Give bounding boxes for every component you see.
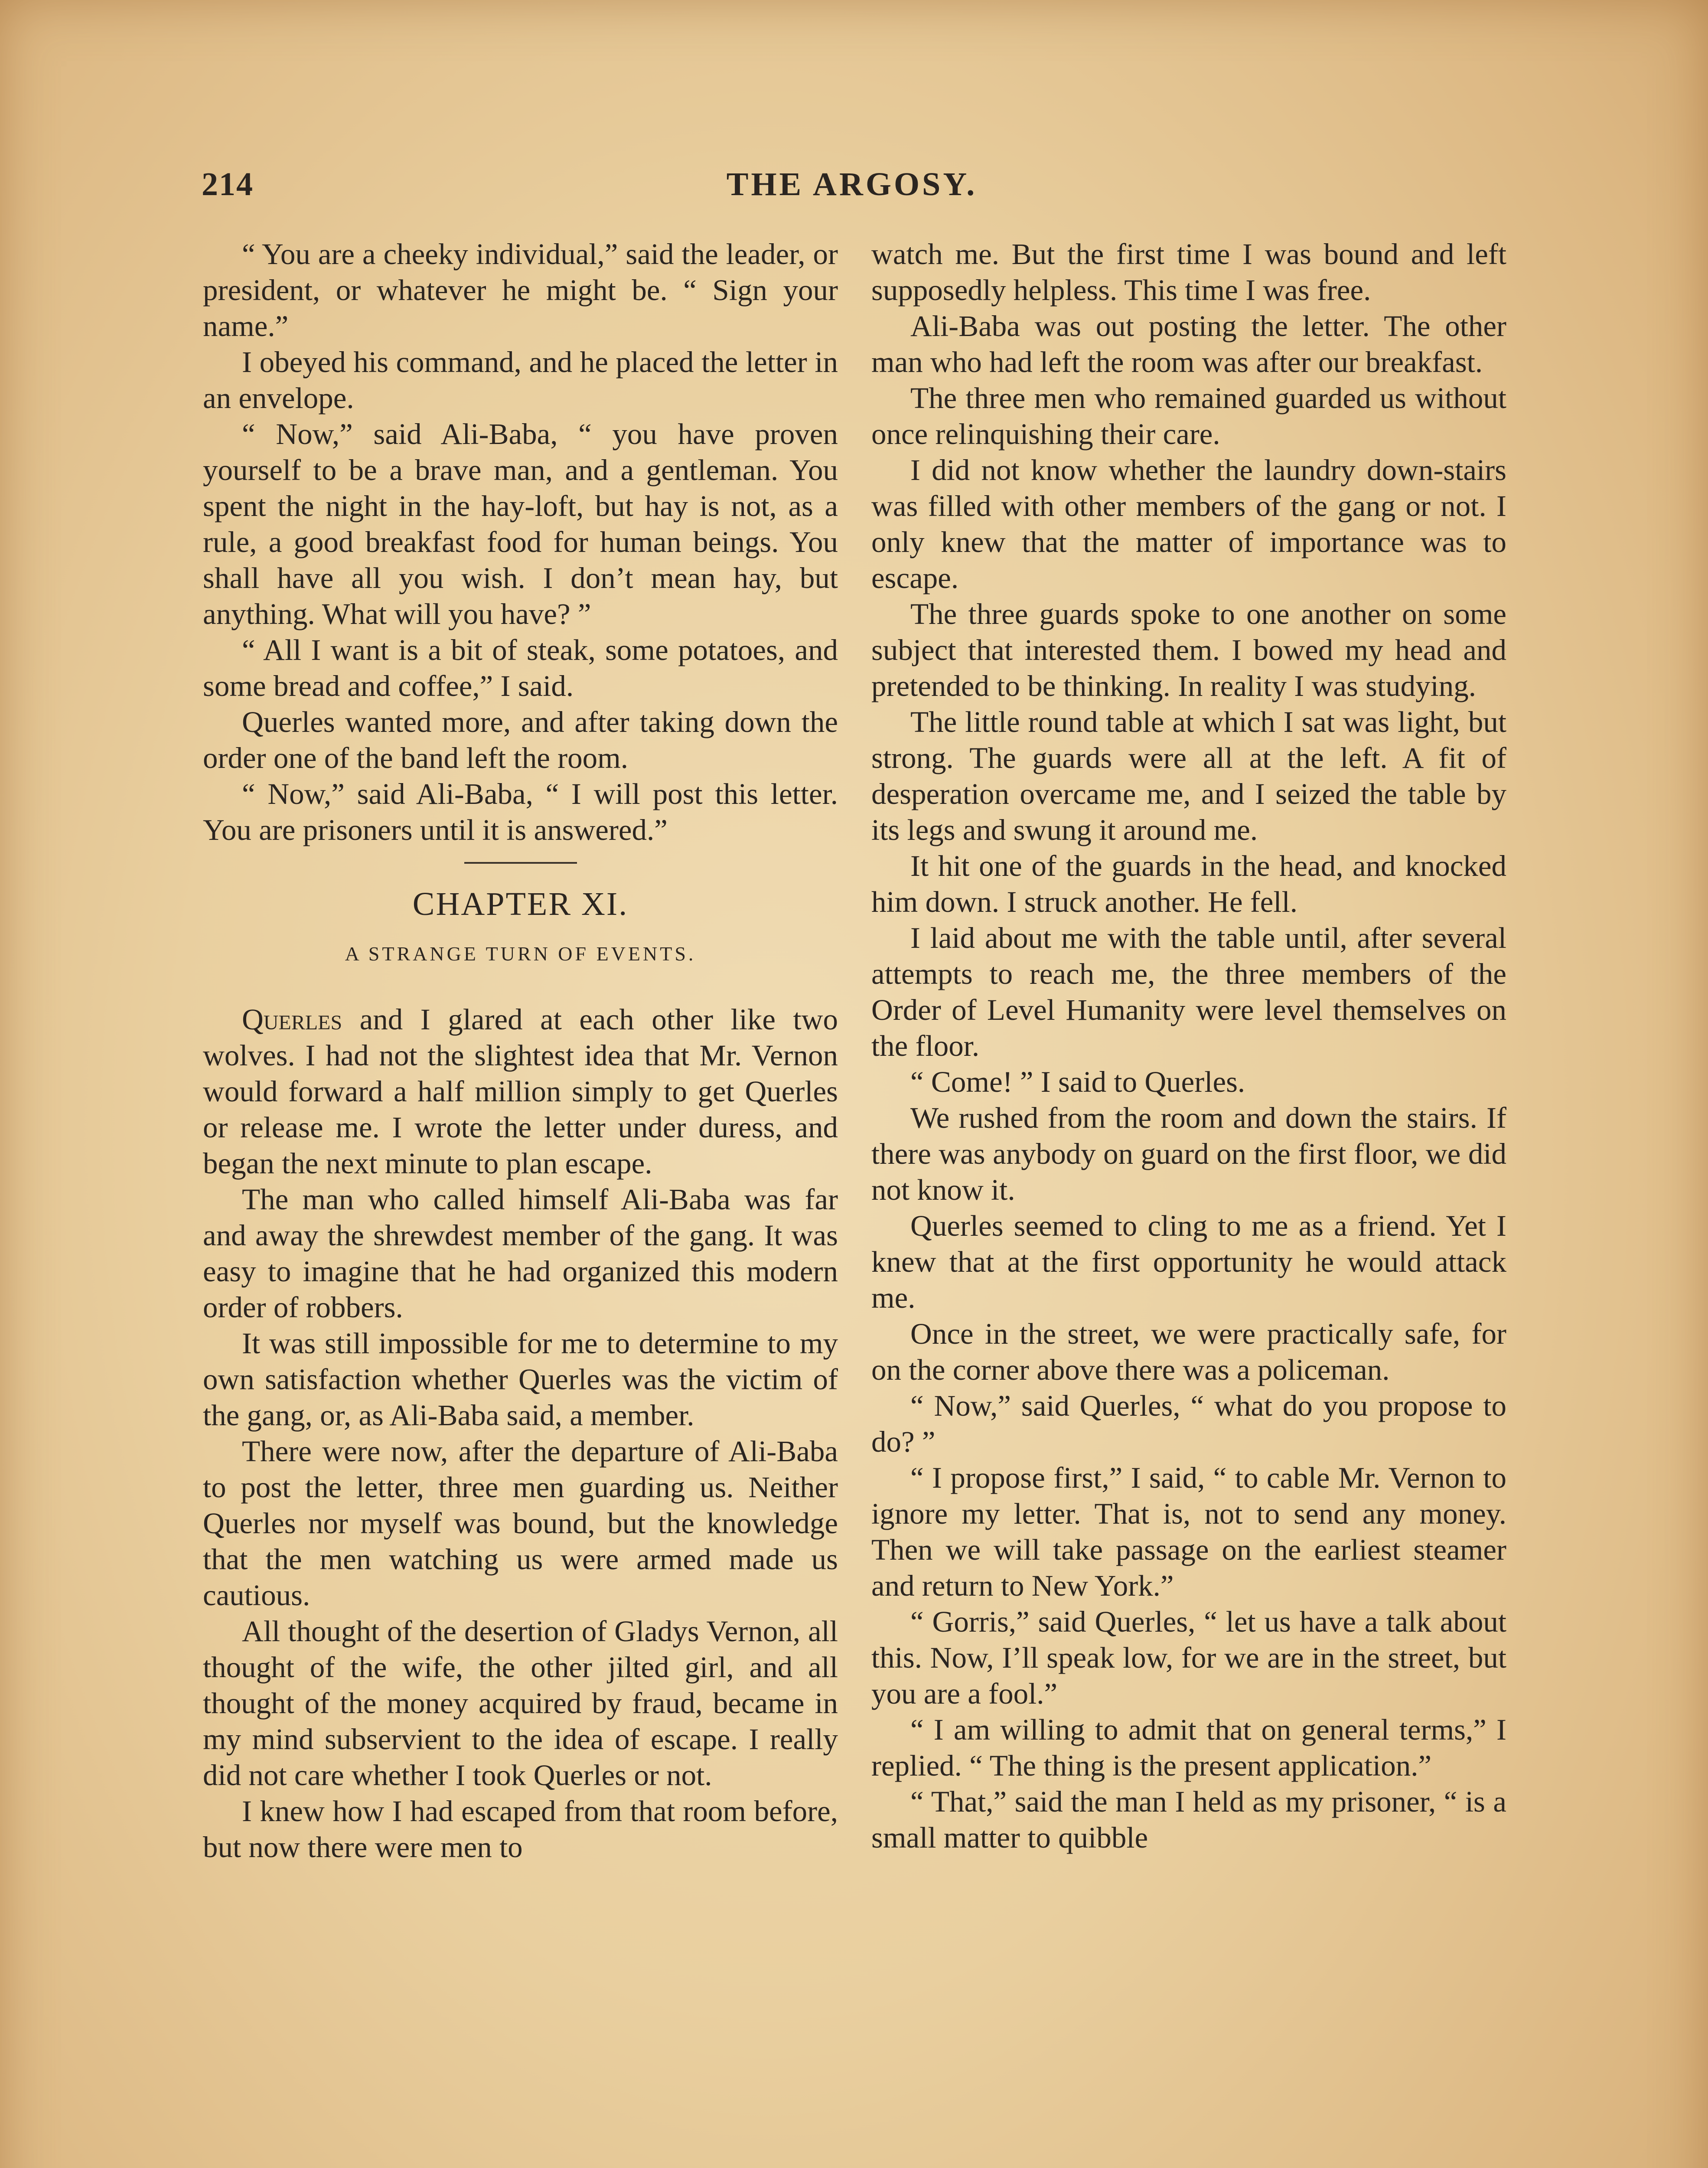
paragraph: “ I propose first,” I said, “ to cable Mr. Vernon to ignore my letter. That is, not to send any money. Then we will take passage on the earliest steamer and return to New York.”	[871, 1461, 1506, 1602]
paragraph: Once in the street, we were practically safe, for on the corner above there was a policeman.	[871, 1317, 1506, 1386]
chapter-subtitle: A STRANGE TURN OF EVENTS.	[345, 943, 696, 965]
paragraph: Querles wanted more, and after taking down the order one of the band left the room.	[203, 705, 838, 774]
paragraph: Ali-Baba was out posting the letter. The other man who had left the room was after our breakfast.	[871, 310, 1506, 379]
section-divider-rule	[464, 862, 577, 864]
paragraph: “ Come! ” I said to Querles.	[910, 1065, 1245, 1098]
paragraph: “ Now,” said Ali-Baba, “ you have proven yourself to be a brave man, and a gentleman. You spent the night in the hay-loft, but hay is not, as a rule, a good breakfast food for human beings. You shall have all you wish. I don’t mean hay, but anything. What will you have? ”	[203, 418, 838, 630]
paragraph: “ All I want is a bit of steak, some potatoes, and some bread and coffee,” I said.	[203, 633, 838, 702]
paragraph: All thought of the desertion of Gladys Vernon, all thought of the wife, the other jilted girl, and all thought of the money acquired by fraud, became in my mind subservient to the idea of escape. I really did not care whether I took Querles or not.	[203, 1615, 838, 1792]
paragraph: Querles seemed to cling to me as a friend. Yet I knew that at the first opportunity he would attack me.	[871, 1209, 1506, 1314]
paragraph: It was still impossible for me to determine to my own satisfaction whether Querles was the victim of the gang, or, as Ali-Baba said, a member.	[203, 1327, 838, 1432]
paragraph: The man who called himself Ali-Baba was far and away the shrewdest member of the gang. It was easy to imagine that he had organized this modern order of robbers.	[203, 1183, 838, 1324]
paragraph: “ Gorris,” said Querles, “ let us have a talk about this. Now, I’ll speak low, for we are in the street, but you are a fool.”	[871, 1605, 1506, 1710]
paragraph: We rushed from the room and down the stairs. If there was anybody on guard on the first floor, we did not know it.	[871, 1101, 1506, 1206]
paragraph: I obeyed his command, and he placed the letter in an envelope.	[203, 346, 838, 415]
paragraph: “ Now,” said Querles, “ what do you propose to do? ”	[871, 1389, 1506, 1458]
paragraph: I did not know whether the laundry down-stairs was filled with other members of the gang or not. I only knew that the matter of importance was to escape.	[871, 454, 1506, 594]
paragraph: “ You are a cheeky individual,” said the leader, or president, or whatever he might be. “ Sign your name.”	[203, 238, 838, 343]
paragraph: I knew how I had escaped from that room before, but now there were men to	[203, 1795, 838, 1864]
paragraph: “ I am willing to admit that on general terms,” I replied. “ The thing is the present application.”	[871, 1713, 1506, 1782]
chapter-opening-text: and I glared at each other like two wolves. I had not the slightest idea that Mr. Vernon would forward a half million simply to get Querles or release me. I wrote the letter under duress, and began the next minute to plan escape.	[203, 1003, 838, 1180]
paragraph: The little round table at which I sat was light, but strong. The guards were all at the left. A fit of desperation overcame me, and I seized the table by its legs and swung it around me.	[871, 705, 1506, 846]
paragraph: There were now, after the departure of Ali-Baba to post the letter, three men guarding us. Neither Querles nor myself was bound, but the knowledge that the men watching us were armed made us cautious.	[203, 1435, 838, 1612]
chapter-opening-paragraph	[203, 1002, 838, 1182]
chapter-first-word: Querles	[242, 1003, 342, 1036]
paragraph: It hit one of the guards in the head, and knocked him down. I struck another. He fell.	[871, 849, 1506, 918]
running-head-title: THE ARGOSY.	[726, 166, 978, 202]
left-text-column	[203, 236, 838, 1865]
paragraph: The three men who remained guarded us without once relinquishing their care.	[871, 382, 1506, 451]
paragraph: “ That,” said the man I held as my prisoner, “ is a small matter to quibble	[871, 1785, 1506, 1854]
paragraph: “ Now,” said Ali-Baba, “ I will post this letter. You are prisoners until it is answered.”	[203, 777, 838, 846]
page-number: 214	[202, 166, 254, 202]
right-text-column	[871, 236, 1506, 1856]
continued-paragraph: watch me. But the first time I was bound and left supposedly helpless. This time I was free.	[871, 238, 1506, 307]
page-header	[202, 166, 1502, 213]
chapter-title: CHAPTER XI.	[412, 886, 629, 922]
paragraph: The three guards spoke to one another on some subject that interested them. I bowed my head and pretended to be thinking. In reality I was studying.	[871, 598, 1506, 702]
paragraph: I laid about me with the table until, after several attempts to reach me, the three members of the Order of Level Humanity were level themselves on the floor.	[871, 921, 1506, 1062]
